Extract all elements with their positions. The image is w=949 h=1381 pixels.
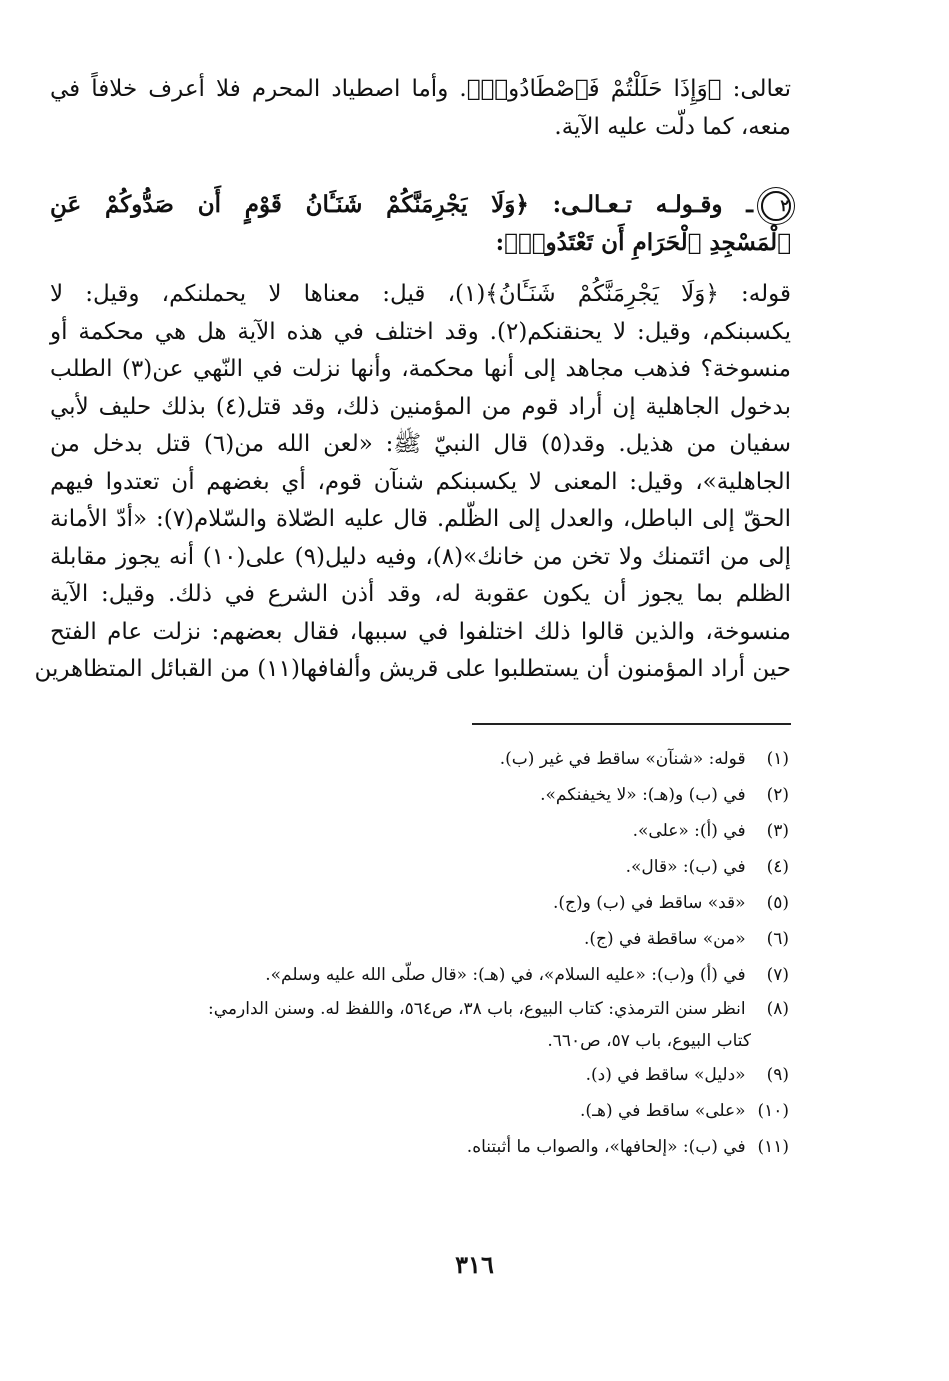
footnote <box>50 957 789 993</box>
footnote-text: في (أ): «على». <box>632 820 746 841</box>
footnote <box>50 921 789 957</box>
main-paragraph <box>34 276 792 689</box>
footnote <box>50 885 789 921</box>
intro-line: تعالى: ﴿وَإِذَا حَلَلْتُمْ فَٱصْطَادُوا۟﴾. وأما اصطياد المحرم فلا أعرف خلافاً في <box>50 76 791 102</box>
body-line: قوله: ﴿وَلَا يَجْرِمَنَّكُمْ شَنَـَٔانُ﴾(١)، قيل: معناها لا يحملنكم، وقيل: لا <box>50 281 791 307</box>
footnote-number: (٣) <box>766 820 789 841</box>
body-line: منسوخة، والذين قالوا ذلك اختلفوا في سببها، فقال بعضهم: نزلت عام الفتح <box>50 618 791 645</box>
footnote-number: (٢) <box>766 784 789 805</box>
footnote-text: «دليل» ساقط في (د). <box>585 1064 746 1085</box>
footnote-number: (٥) <box>766 892 789 913</box>
footnote-text: في (ب): «إلحافها»، والصواب ما أثبتناه. <box>466 1136 746 1157</box>
footnotes <box>50 741 791 1165</box>
footnote-text: «من» ساقطة في (ج). <box>583 928 746 949</box>
footnote <box>50 849 789 885</box>
footnote-text: في (أ) و(ب): «عليه السلام»، في (هـ): «قال صلّى الله عليه وسلم». <box>265 964 746 985</box>
verse-number-badge: ٢ <box>761 191 791 221</box>
footnote-number: (١) <box>766 748 789 769</box>
footnote-number: (١٠) <box>757 1100 789 1121</box>
footnote-text: في (ب): «قال». <box>625 856 746 877</box>
footnote-number: (١١) <box>757 1136 789 1157</box>
footnote-text: في (ب) و(هـ): «لا يخيفنكم». <box>540 784 746 805</box>
body-line: بدخول الجاهلية إن أراد قوم من المؤمنين ذلك، وقد قتل(٤) بذلك حليف لأبي <box>50 393 791 420</box>
body-line: الظلم بما يجوز أن يكون عقوبة له، وقد أذن الشرع في ذلك. وقيل: الآية <box>50 581 791 607</box>
footnote-text: «على» ساقط في (هـ). <box>580 1100 746 1121</box>
footnote-number: (٦) <box>766 928 789 949</box>
heading-line <box>50 186 791 224</box>
body-line: الجاهلية»، وقيل: المعنى لا يكسبنكم شنآن قوم، أي بغضهم أن تعتدوا فيهم <box>50 468 791 495</box>
footnote <box>50 993 789 1025</box>
page-number: ٣١٦ <box>455 1250 494 1279</box>
footnote <box>50 1129 789 1165</box>
body-line: منسوخة؟ فذهب مجاهد إلى أنها محكمة، وأنها نزلت في النّهي عن(٣) الطلب <box>50 356 792 382</box>
footnote-text: انظر سنن الترمذي: كتاب البيوع، باب ٣٨، ص٥٦٤، واللفظ له. وسنن الدارمي: <box>208 998 746 1019</box>
footnote-number: (٤) <box>766 856 789 877</box>
intro-paragraph <box>50 70 791 146</box>
footnote-continuation: كتاب البيوع، باب ٥٧، ص٦٦٠. <box>547 1030 751 1051</box>
footnote-text: «قد» ساقط في (ب) و(ج). <box>553 892 746 913</box>
footnote-divider <box>472 723 791 725</box>
body-line: حين أراد المؤمنون أن يستطلبوا على قريش وألفافها(١١) من القبائل المتظاهرين <box>34 656 791 682</box>
intro-line: منعه، كما دلّت عليه الآية. <box>554 114 791 140</box>
footnote <box>50 777 789 813</box>
page-content <box>34 70 792 1165</box>
body-line: إلى من ائتمنك ولا تخن من خانك»(٨)، وفيه دليل(٩) على(١٠) أنه يجوز مقابلة <box>50 543 791 570</box>
footnote-number: (٨) <box>766 998 789 1019</box>
body-line: يكسبنكم، وقيل: لا يحنقنكم(٢). وقد اختلف في هذه الآية هل هي محكمة أو <box>50 318 791 345</box>
heading-line: ٱلْمَسْجِدِ ٱلْحَرَامِ أَن تَعْتَدُوا۟﴾: <box>495 229 791 256</box>
footnote <box>50 1057 789 1093</box>
footnote <box>50 1093 789 1129</box>
footnote-number: (٧) <box>766 964 789 985</box>
heading-text: ـ وقـولـه تـعـالـى: ﴿وَلَا يَجْرِمَنَّكُمْ شَنَـَٔانُ قَوْمٍ أَن صَدُّوكُمْ عَنِ <box>50 191 753 218</box>
body-line: سفيان من هذيل. وقد(٥) قال النبيّ ﷺ: «لعن الله من(٦) قتل بدخل من <box>50 431 791 457</box>
footnote <box>50 741 789 777</box>
footnote-text: قوله: «شنآن» ساقط في غير (ب). <box>499 748 746 769</box>
footnote-number: (٩) <box>766 1064 789 1085</box>
body-line: الحقّ إلى الباطل، والعدل إلى الظّلم. قال عليه الصّلاة والسّلام(٧): «أدّ الأمانة <box>50 506 791 532</box>
footnote <box>50 813 789 849</box>
verse-heading <box>50 186 791 262</box>
